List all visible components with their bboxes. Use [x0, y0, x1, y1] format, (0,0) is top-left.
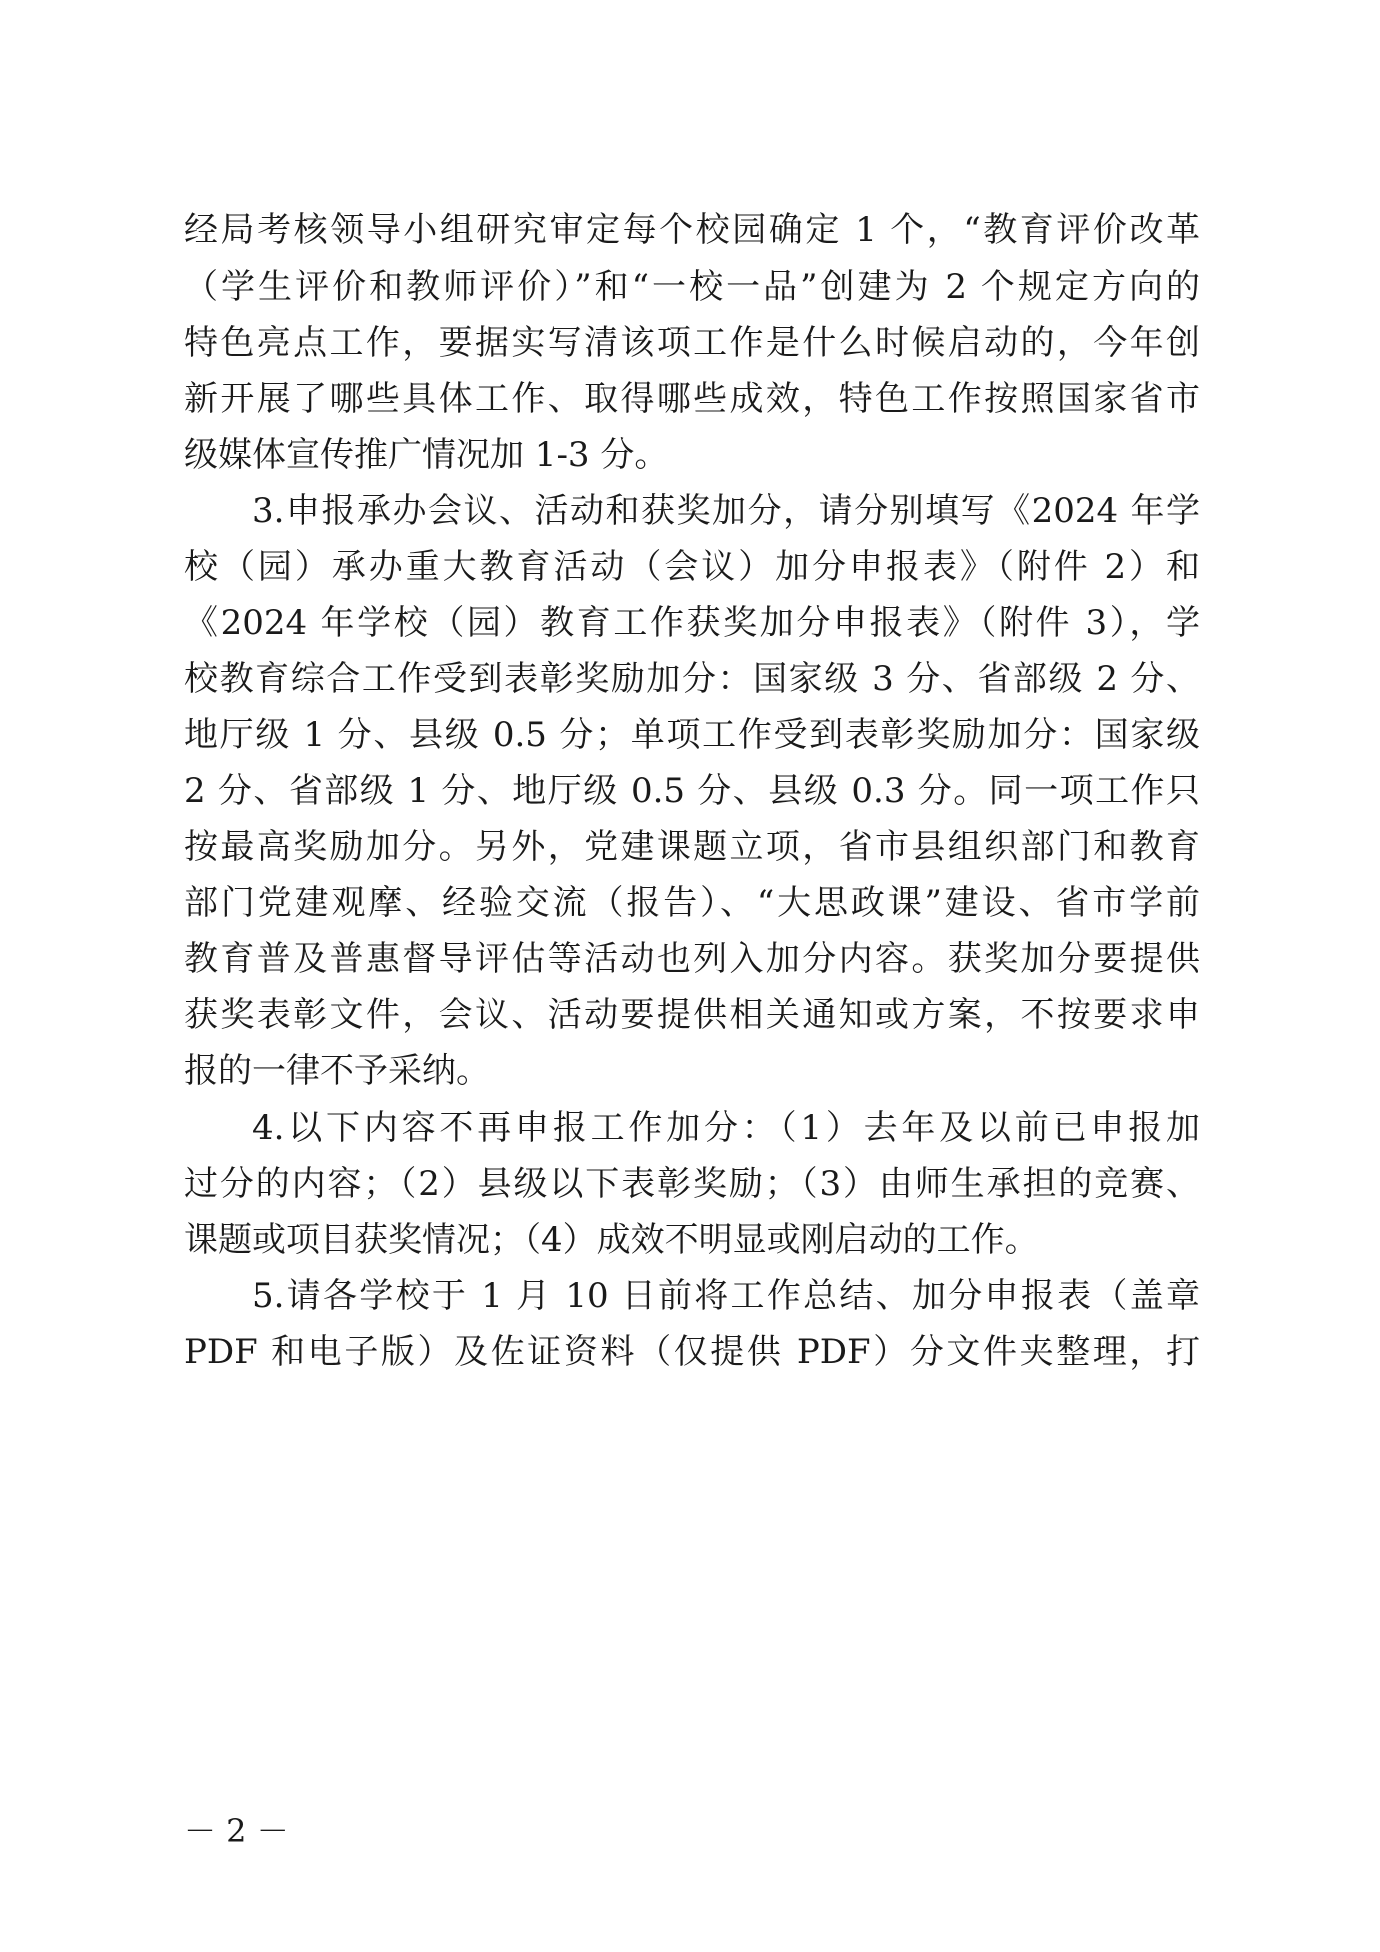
text-line: 经局考核领导小组研究审定每个校园确定 1 个，“教育评价改革 [184, 210, 1200, 250]
text-line: 特色亮点工作，要据实写清该项工作是什么时候启动的，今年创 [184, 323, 1200, 363]
text-line: 级媒体宣传推广情况加 1-3 分。 [184, 435, 669, 475]
text-line: 《2024 年学校（园）教育工作获奖加分申报表》（附件 3），学 [184, 603, 1200, 643]
text-line: 4.以下内容不再申报工作加分：（1）去年及以前已申报加 [252, 1108, 1200, 1148]
text-line: 部门党建观摩、经验交流（报告）、“大思政课”建设、省市学前 [184, 883, 1200, 923]
text-line: 校（园）承办重大教育活动（会议）加分申报表》（附件 2）和 [184, 547, 1200, 587]
text-line: （学生评价和教师评价）”和“一校一品”创建为 2 个规定方向的 [184, 267, 1200, 307]
text-line: 教育普及普惠督导评估等活动也列入加分内容。获奖加分要提供 [184, 939, 1200, 979]
text-line: 课题或项目获奖情况；（4）成效不明显或刚启动的工作。 [184, 1220, 1039, 1260]
text-line: 获奖表彰文件，会议、活动要提供相关通知或方案，不按要求申 [184, 995, 1200, 1035]
text-line: 新开展了哪些具体工作、取得哪些成效，特色工作按照国家省市 [184, 379, 1200, 419]
page-number: － 2 － [184, 1812, 289, 1850]
text-line: 按最高奖励加分。另外，党建课题立项，省市县组织部门和教育 [184, 827, 1200, 867]
text-line: 报的一律不予采纳。 [184, 1051, 490, 1091]
text-line: 5.请各学校于 1 月 10 日前将工作总结、加分申报表（盖章 [252, 1276, 1200, 1316]
text-line: 3.申报承办会议、活动和获奖加分，请分别填写《2024 年学 [252, 491, 1200, 531]
text-line: 地厅级 1 分、县级 0.5 分；单项工作受到表彰奖励加分：国家级 [184, 715, 1200, 755]
text-line: 过分的内容；（2）县级以下表彰奖励；（3）由师生承担的竞赛、 [184, 1164, 1200, 1204]
text-line: 校教育综合工作受到表彰奖励加分：国家级 3 分、省部级 2 分、 [184, 659, 1200, 699]
text-line: 2 分、省部级 1 分、地厅级 0.5 分、县级 0.3 分。同一项工作只 [184, 771, 1200, 811]
text-line: PDF 和电子版）及佐证资料（仅提供 PDF）分文件夹整理，打 [184, 1332, 1200, 1372]
